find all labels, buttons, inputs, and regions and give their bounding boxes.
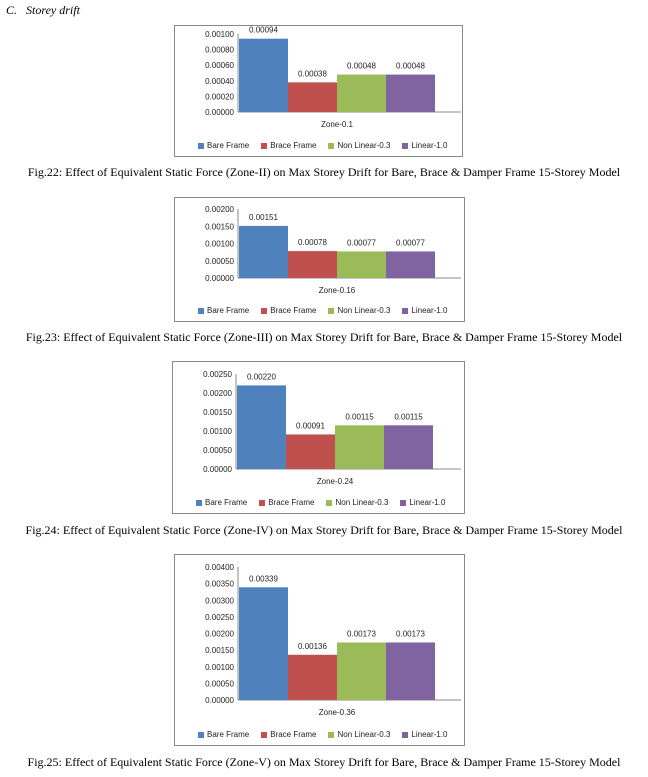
legend-swatch xyxy=(328,143,334,149)
legend-item xyxy=(400,498,445,507)
chart-frame xyxy=(172,361,465,514)
y-tick-label: 0.00000 xyxy=(205,108,234,117)
data-label: 0.00078 xyxy=(298,238,327,248)
figure-caption: Fig.23: Effect of Equivalent Static Force (Zone-III) on Max Storey Drift for Bare, Brace & Damper Frame 15-Storey Model xyxy=(25,330,623,344)
legend-swatch xyxy=(261,732,267,738)
chart-frame xyxy=(174,197,465,322)
legend-swatch xyxy=(328,308,334,314)
chart-legend xyxy=(198,306,447,315)
legend-label: Non Linear-0.3 xyxy=(335,498,389,507)
legend-swatch xyxy=(261,308,267,314)
x-category-label: Zone-0.36 xyxy=(318,708,356,717)
data-label: 0.00048 xyxy=(347,61,376,71)
legend-item xyxy=(261,730,316,739)
section-heading xyxy=(6,3,80,18)
legend-label: Non Linear-0.3 xyxy=(337,730,391,739)
figure-caption: Fig.24: Effect of Equivalent Static Force (Zone-IV) on Max Storey Drift for Bare, Brace & Damper Frame 15-Storey Model xyxy=(25,523,623,537)
y-tick-label: 0.00150 xyxy=(205,222,234,232)
y-tick-label: 0.00050 xyxy=(203,446,232,455)
data-label: 0.00220 xyxy=(247,372,276,382)
data-label: 0.00077 xyxy=(347,238,376,248)
legend-label: Linear-1.0 xyxy=(411,141,448,150)
legend-item xyxy=(328,306,390,315)
data-label: 0.00077 xyxy=(396,238,425,248)
legend-label: Bare Frame xyxy=(207,730,250,739)
legend-label: Brace Frame xyxy=(270,141,317,150)
data-label: 0.00115 xyxy=(345,412,374,422)
legend-item xyxy=(198,141,249,150)
y-tick-label: 0.00300 xyxy=(205,596,234,606)
data-label: 0.00151 xyxy=(249,212,278,222)
legend-swatch xyxy=(402,308,408,314)
legend-swatch xyxy=(196,500,202,506)
legend-item xyxy=(198,730,249,739)
chart-legend xyxy=(196,498,445,507)
legend-swatch xyxy=(402,732,408,738)
y-tick-label: 0.00200 xyxy=(203,389,232,398)
legend-item xyxy=(196,498,247,507)
x-category-label: Zone-0.24 xyxy=(316,477,354,486)
data-label: 0.00339 xyxy=(249,574,278,584)
legend-label: Bare Frame xyxy=(207,141,250,150)
legend-swatch xyxy=(259,500,265,506)
legend-label: Linear-1.0 xyxy=(411,730,448,739)
section-letter: C. xyxy=(6,3,18,17)
legend-item xyxy=(402,306,447,315)
y-tick-label: 0.00060 xyxy=(205,61,234,71)
y-tick-label: 0.00000 xyxy=(205,274,234,283)
data-label: 0.00173 xyxy=(347,629,376,639)
y-tick-label: 0.00020 xyxy=(205,92,234,102)
figure-caption: Fig.25: Effect of Equivalent Static Force (Zone-V) on Max Storey Drift for Bare, Brace & Damper Frame 15-Storey Model xyxy=(27,755,621,769)
y-tick-label: 0.00150 xyxy=(203,408,232,417)
y-tick-label: 0.00100 xyxy=(203,427,232,436)
y-tick-label: 0.00100 xyxy=(205,239,234,249)
y-tick-label: 0.00050 xyxy=(205,679,234,689)
data-label: 0.00038 xyxy=(298,69,327,79)
y-tick-label: 0.00100 xyxy=(205,662,234,672)
figure-caption: Fig.22: Effect of Equivalent Static Force (Zone-II) on Max Storey Drift for Bare, Brace & Damper Frame 15-Storey Model xyxy=(27,165,621,179)
y-tick-label: 0.00080 xyxy=(205,45,234,55)
legend-item xyxy=(326,498,388,507)
data-label: 0.00091 xyxy=(296,421,325,431)
legend-label: Bare Frame xyxy=(205,498,248,507)
legend-item xyxy=(328,730,390,739)
y-tick-label: 0.00000 xyxy=(203,465,232,474)
x-category-label: Zone-0.16 xyxy=(318,286,356,295)
legend-swatch xyxy=(326,500,332,506)
legend-label: Non Linear-0.3 xyxy=(337,141,391,150)
y-tick-label: 0.00400 xyxy=(205,563,234,572)
legend-swatch xyxy=(198,143,204,149)
legend-label: Non Linear-0.3 xyxy=(337,306,391,315)
y-tick-label: 0.00000 xyxy=(205,696,234,705)
legend-swatch xyxy=(400,500,406,506)
chart-legend xyxy=(198,141,447,150)
legend-item xyxy=(198,306,249,315)
chart-legend xyxy=(198,730,447,739)
legend-item xyxy=(261,306,316,315)
y-tick-label: 0.00040 xyxy=(205,76,234,86)
legend-item xyxy=(328,141,390,150)
y-tick-label: 0.00100 xyxy=(205,30,234,39)
chart-frame xyxy=(174,554,465,746)
data-label: 0.00136 xyxy=(298,641,327,651)
legend-swatch xyxy=(402,143,408,149)
data-label: 0.00048 xyxy=(396,61,425,71)
y-tick-label: 0.00250 xyxy=(203,370,232,379)
section-title: Storey drift xyxy=(26,3,80,17)
legend-swatch xyxy=(198,732,204,738)
y-tick-label: 0.00200 xyxy=(205,629,234,639)
legend-item xyxy=(261,141,316,150)
legend-swatch xyxy=(198,308,204,314)
legend-label: Linear-1.0 xyxy=(411,306,448,315)
y-tick-label: 0.00050 xyxy=(205,256,234,266)
legend-label: Linear-1.0 xyxy=(409,498,446,507)
y-tick-label: 0.00350 xyxy=(205,579,234,589)
data-label: 0.00115 xyxy=(394,412,423,422)
chart-frame xyxy=(174,25,463,157)
legend-swatch xyxy=(328,732,334,738)
legend-label: Bare Frame xyxy=(207,306,250,315)
legend-item xyxy=(259,498,314,507)
y-tick-label: 0.00200 xyxy=(205,205,234,214)
legend-item xyxy=(402,730,447,739)
legend-label: Brace Frame xyxy=(268,498,315,507)
data-label: 0.00094 xyxy=(249,25,278,35)
legend-label: Brace Frame xyxy=(270,306,317,315)
y-tick-label: 0.00250 xyxy=(205,612,234,622)
x-category-label: Zone-0.1 xyxy=(320,120,354,129)
data-label: 0.00173 xyxy=(396,629,425,639)
legend-item xyxy=(402,141,447,150)
legend-swatch xyxy=(261,143,267,149)
legend-label: Brace Frame xyxy=(270,730,317,739)
y-tick-label: 0.00150 xyxy=(205,646,234,656)
